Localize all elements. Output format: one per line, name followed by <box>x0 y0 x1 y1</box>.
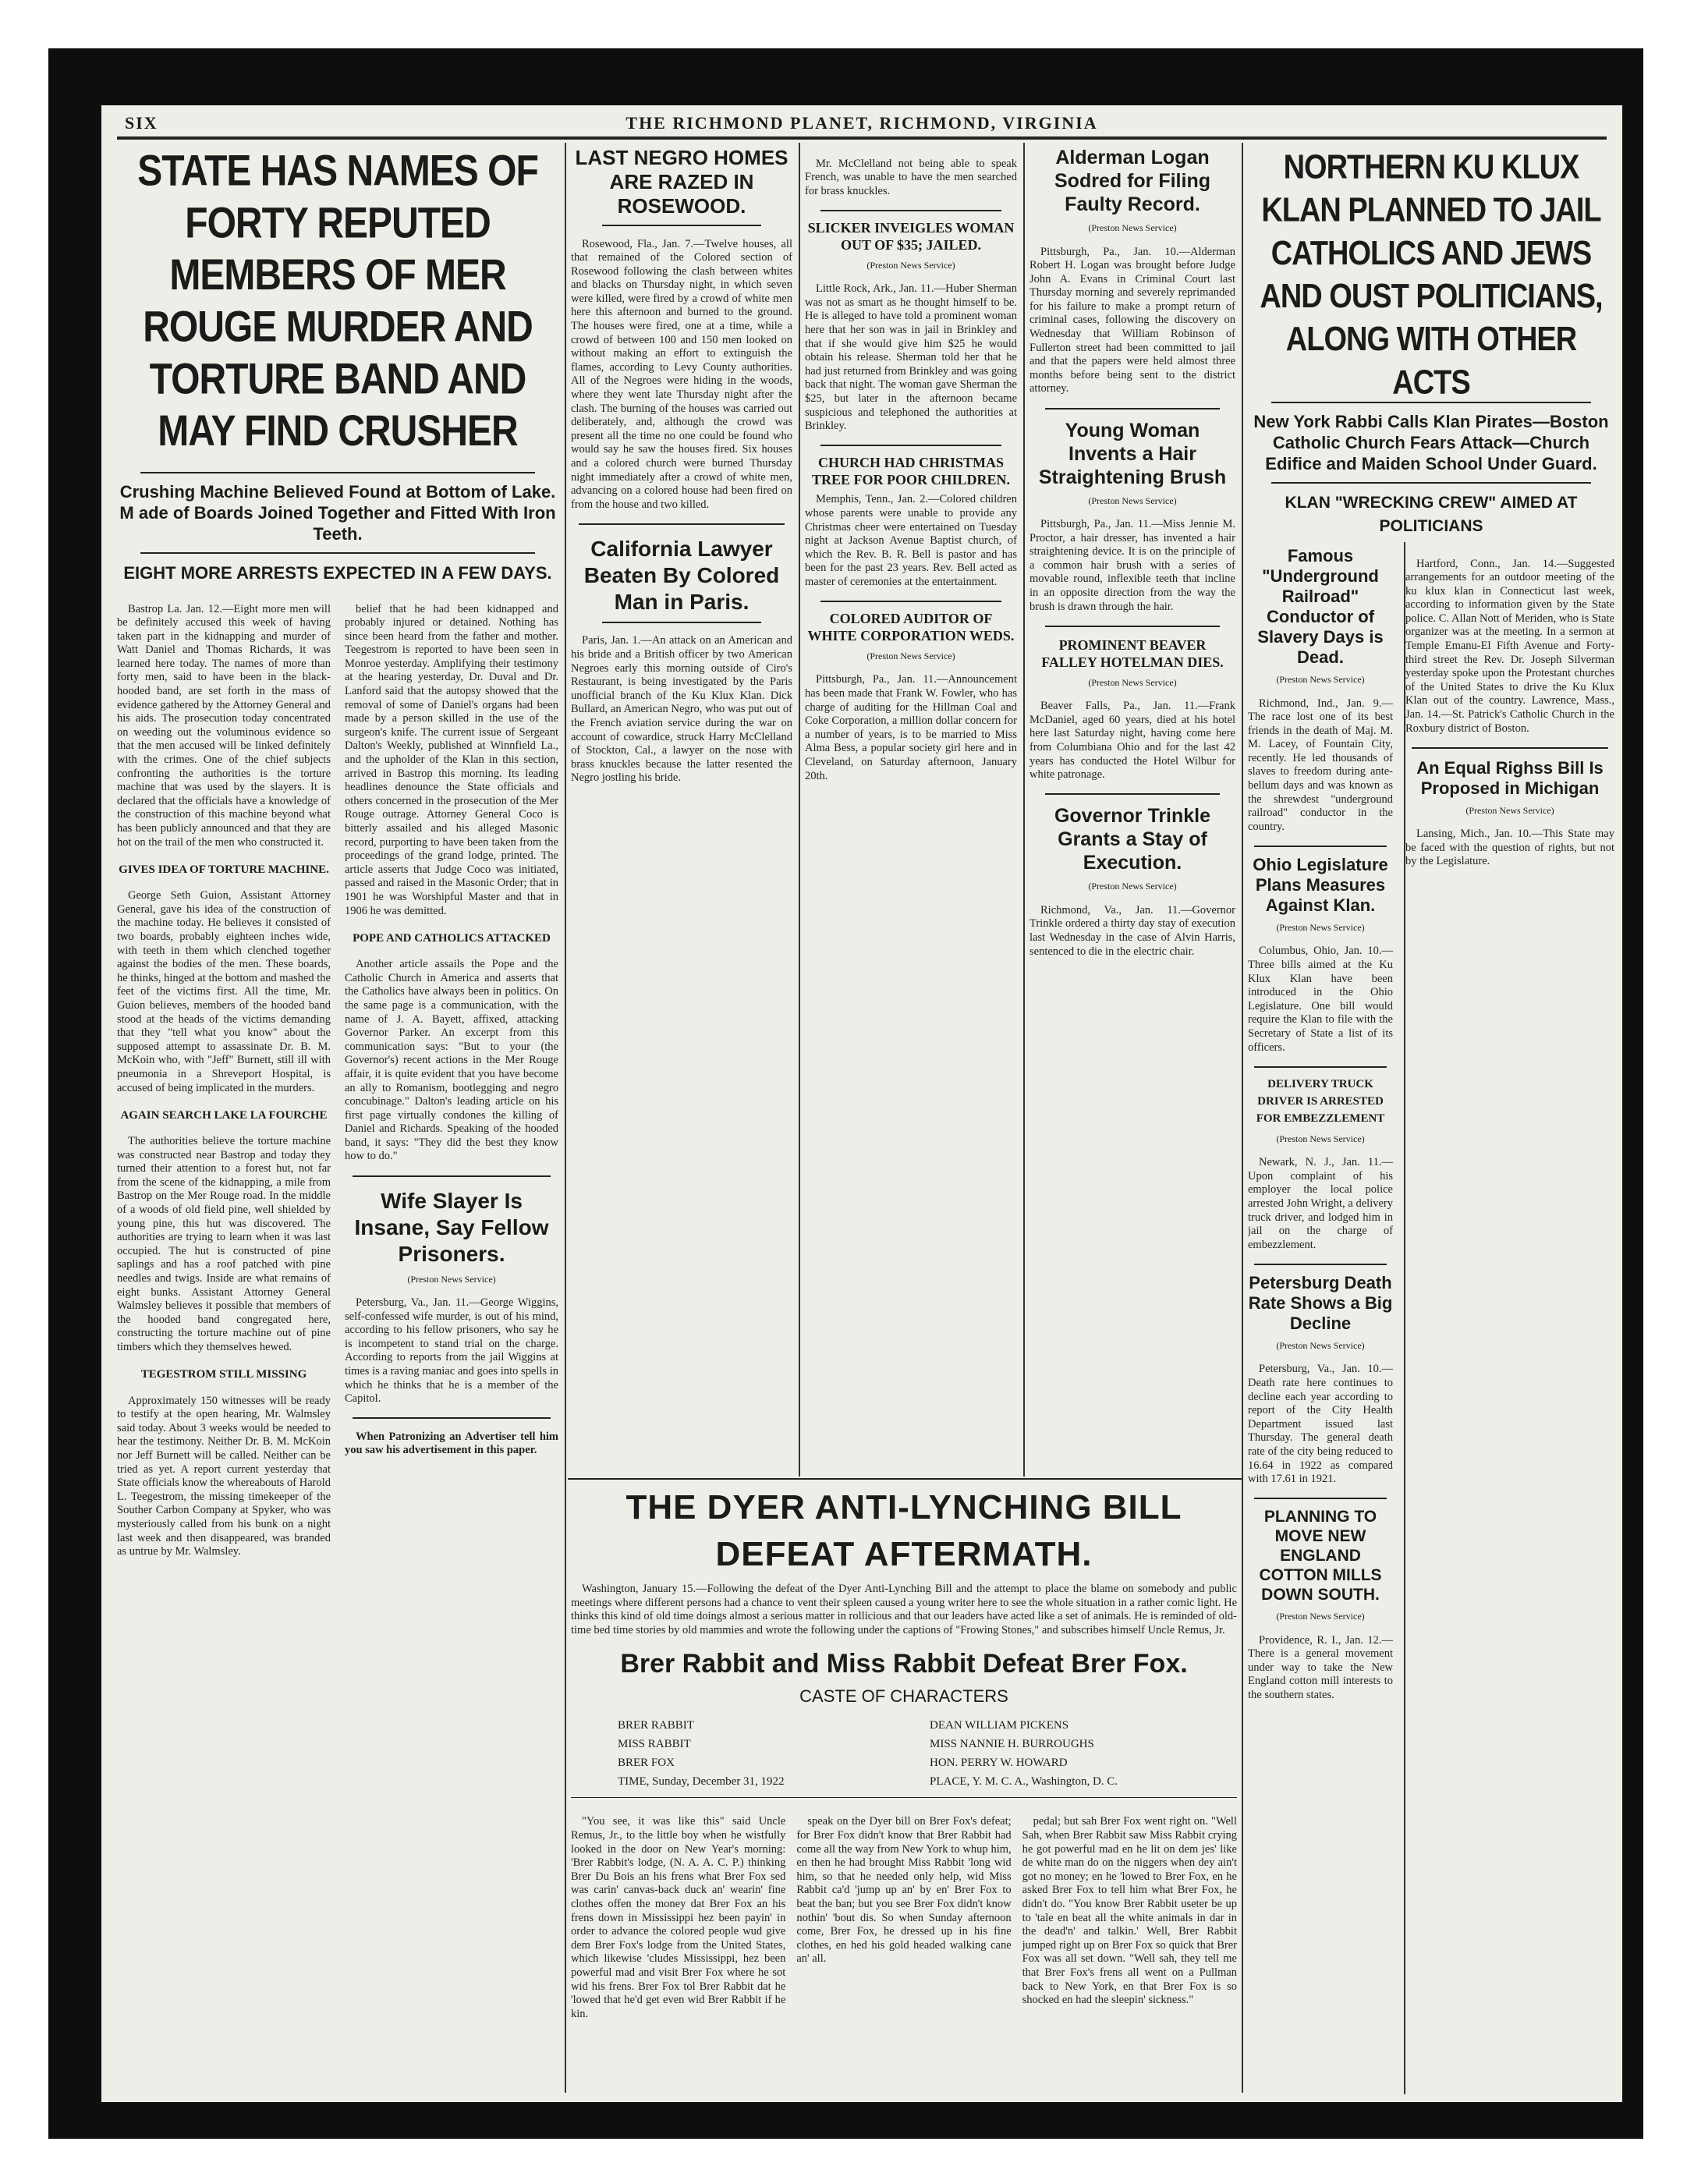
newspaper-name: THE RICHMOND PLANET, RICHMOND, VIRGINIA <box>626 113 1098 133</box>
story-rule <box>1045 408 1220 410</box>
cast-row: BRER FOX HON. PERRY W. HOWARD <box>618 1756 1068 1769</box>
klan-deck: New York Rabbi Calls Klan Pirates—Boston Catholic Church Fears Attack—Church Edifice and Maiden School Under Guard. <box>1253 412 1609 473</box>
michigan-body: Lansing, Mich., Jan. 10.—This State may be faced with the question of rights, but not by the Legislature. <box>1405 828 1614 868</box>
lead-body-2: George Seth Guion, Assistant Attorney General, gave his idea of the construction of the machine today. He believes it consisted of two boards, probably eighteen inches wide, with teeth in them which clenched together against the bodies of the men. These boards, he thinks, hinged at the bottom and mashed the feet of the victims first. All the time, Mr. Guion believes, members of the hooded band stood at the heads of the victims demanding that they "tell what you know" about the supposed attempt to assassinate Dr. B. M. McKoin who, with "Jeff" Burnett, still ill with pneumonia in a Shreveport Hospital, is accused of being implicated in the murders. <box>117 889 331 1094</box>
story-column-2: speak on the Dyer bill on Brer Fox's defeat; for Brer Fox didn't know that Brer Rabbit had come all the way from New York to whup him, en then he had brought Miss Rabbit 'long wid him, so that he needed only help, wid Miss Rabbit ca'd 'jump up an' by en' Brer Fox to beat the ban; but you see Brer Fox didn't know nothin' 'bout dis. So when Sunday afternoon come, Brer Fox, he dressed up in his fine clothes, en hed his gold headed walking cane an' all. <box>796 1815 1012 1966</box>
dyer-section <box>571 1484 1237 2093</box>
cotton-headline: PLANNING TO MOVE NEW ENGLAND COTTON MILLS DOWN SOUTH. <box>1259 1508 1382 1604</box>
byline: (Preston News Service) <box>1276 1611 1365 1622</box>
byline: (Preston News Service) <box>1276 1133 1365 1144</box>
brer-rabbit-title: Brer Rabbit and Miss Rabbit Defeat Brer Fox. <box>620 1648 1188 1679</box>
auditor-headline: COLORED AUDITOR OF WHITE CORPORATION WEDS. <box>807 610 1015 644</box>
lead-body-4: Approximately 150 witnesses will be ready to testify at the open hearing, Mr. Walmsley said today. About 3 weeks would be needed to hear the testimony. Neither Dr. B. M. McKoin nor Jeff Burnett will be called. Neither can be tried as yet. A report current yesterday that State officials know the whereabouts of Harold L. Teegestrom, the missing timekeeper of the Souther Carbon Company at Spyker, who was mysteriously called from his bunk on a night last week and then disappeared, was branded as untrue by Mr. Walmsley. <box>117 1394 331 1558</box>
story-rule <box>1412 747 1608 749</box>
story-rule <box>1045 793 1220 795</box>
cast-list <box>618 1716 1190 1791</box>
lead-subhead-4: TEGESTROM STILL MISSING <box>140 1368 307 1381</box>
rosewood-column <box>571 146 792 1472</box>
pope-subhead: POPE AND CATHOLICS ATTACKED <box>353 931 551 945</box>
paris-headline: California Lawyer Beaten By Colored Man in Paris. <box>583 536 780 614</box>
paris-body: Paris, Jan. 1.—An attack on an American and his bride and a British officer by two American Negroes early this morning outside of Ciro's Restaurant, is being investigated by the Paris unofficial branch of the Ku Klux Klan. Dick Bullard, an American Negro, who was put out of the French aviation service during the war on account of cowardice, struck Harry McClelland of Stockton, Cal., a lawyer on the nose with brass knuckles because the latter resented the Negro jostling his bride. <box>571 634 792 785</box>
byline: (Preston News Service) <box>1088 676 1177 688</box>
lead-subhead-3: AGAIN SEARCH LAKE LA FOURCHE <box>120 1108 328 1122</box>
cast-rule <box>571 1797 1237 1798</box>
paris-cont: Mr. McClelland not being able to speak French, was unable to have the men searched for brass knuckles. <box>805 157 1017 197</box>
cast-heading: CASTE OF CHARACTERS <box>799 1686 1008 1706</box>
column-rule <box>1023 143 1025 1477</box>
klan-headline: NORTHERN KU KLUX KLAN PLANNED TO JAIL CATHOLICS AND JEWS AND OUST POLITICIANS, ALONG WITH OTHER ACTS <box>1260 148 1603 402</box>
story-rule <box>820 445 1001 446</box>
masthead <box>125 113 1599 136</box>
logan-headline: Alderman Logan Sodred for Filing Faulty Record. <box>1054 147 1210 215</box>
byline: (Preston News Service) <box>1276 921 1365 933</box>
lead-body-cont: belief that he had been kidnapped and probably injured or detained. Nothing has since been heard from the father and mother. Teegestrom is reported to have been seen in Monroe yesterday. Amplifying their testimony at the hearing yesterday, Dr. Duval and Dr. Lanford said that the autopsy showed that the removal of some of Daniel's organs had been made by a person skilled in the use of the surgeon's knife. The current issue of Sergeant Dalton's Weekly, published at Winnfield La., and the upholder of the Klan in this section, arrived in Bastrop this morning. Its leading headlines denounce the State officials and others concerned in the prosecution of the Mer Rouge outrage. Attorney General Coco is bitterly assailed and his alleged Masonic record, purporting to have been taken from the proceedings of the grand lodge, printed. The article asserts that Judge Coco was initiated, passed and raised in the Masonic Order; that in 1901 he was Worshipful Master and that in 1906 he was demitted. <box>345 602 558 917</box>
cast-row: TIME, Sunday, December 31, 1922 PLACE, Y. M. C. A., Washington, D. C. <box>618 1774 1118 1788</box>
klan-section <box>1248 146 1614 2096</box>
ohio-headline: Ohio Legislature Plans Measures Against Klan. <box>1253 854 1388 915</box>
hotelman-headline: PROMINENT BEAVER FALLEY HOTELMAN DIES. <box>1041 636 1224 670</box>
dyer-banner: THE DYER ANTI-LYNCHING BILL DEFEAT AFTERMATH. <box>626 1488 1182 1573</box>
hair-brush-headline: Young Woman Invents a Hair Straightening Brush <box>1038 419 1227 488</box>
petersburg-body: Petersburg, Va., Jan. 10.—Death rate here continues to decline each year according to report of the City Health Department issued last Thursday. The general death rate of the city being reduced to 16.64 in 1922 as compared with 17.61 in 1921. <box>1248 1363 1393 1486</box>
byline: (Preston News Service) <box>1088 881 1177 892</box>
story-rule <box>353 1417 551 1419</box>
story-rule <box>602 225 761 226</box>
lead-deck: Crushing Machine Believed Found at Bottom of Lake. M ade of Boards Joined Together and Fitted With Iron Teeth. <box>119 482 556 544</box>
story-rule <box>1254 1264 1387 1265</box>
advertiser-note: When Patronizing an Advertiser tell him you saw his advertisement in this paper. <box>345 1430 558 1457</box>
story-column-3: pedal; but sah Brer Fox went right on. "Well Sah, when Brer Rabbit saw Miss Rabbit crying he got powerful mad en he lit on dem jes' like de white man do on the niggers when dey ain't got no money; en he 'lowed to Brer Fox, en he asked Brer Fox to tell him what Brer Fox, he didn't do. "You know Brer Rabbit useter be up to 'tale en beat all the white animals in dar in the dead'n' and talkin.' Well, Brer Rabbit jumped right up on Brer Fox so quick that Brer Fox was all set down. "Well sah, they tell me that Brer Fox's frens all went on a Pullman back to New York, en that Brer Fox is so shocked en had the sleepin' sickness." <box>1022 1815 1237 2007</box>
auditor-body: Pittsburgh, Pa., Jan. 11.—Announcement has been made that Frank W. Fowler, who has charge of auditing for the Hillman Coal and Coke Corporation, a million dollar concern for a number of years, is to be married to Miss Alma Bess, a popular society girl here and in Cleveland, on Saturday afternoon, January 20th. <box>805 673 1017 782</box>
petersburg-headline: Petersburg Death Rate Shows a Big Decline <box>1248 1272 1393 1333</box>
story-rule <box>1045 626 1220 627</box>
story-rule <box>353 1175 551 1177</box>
newspaper-page <box>101 105 1622 2102</box>
masthead-rule <box>117 136 1607 140</box>
underground-headline: Famous "Underground Railroad" Conductor of Slavery Days is Dead. <box>1257 546 1384 667</box>
headline-rule <box>140 472 535 473</box>
story-rule <box>820 601 1001 602</box>
story-rule <box>1254 846 1387 847</box>
byline: (Preston News Service) <box>866 259 955 271</box>
wife-slayer-body: Petersburg, Va., Jan. 11.—George Wiggins, self-confessed wife murder, is out of his mind, according to his fellow prisoners, who say he is incompetent to stand trial on the charge. According to reports from the jail Wiggins at times is a raving maniac and goes into spells in which he thinks that he is a member of the Capitol. <box>345 1296 558 1406</box>
column-rule <box>565 143 566 2093</box>
christmas-headline: CHURCH HAD CHRISTMAS TREE FOR POOR CHILDREN. <box>811 455 1011 488</box>
trinkle-headline: Governor Trinkle Grants a Stay of Execution. <box>1054 805 1211 874</box>
lead-body-1: Bastrop La. Jan. 12.—Eight more men will be definitely accused this week of having taken part in the kidnapping and murder of Watt Daniel and Thomas Richards, it was learned here today. The names of more than forty men, said to have been in the black-hooded band, are set forth in the mass of evidence gathered by the Attorney General and his aids. The prosecution today concentrated on weeding out the voluminous evidence so that the men accused will be linked definitely with the crimes. One of the chief subjects confronting the authorities is the torture machine that was used by the slayers. It is declared that the officials have a knowledge of the construction of this machine beyond what has been publicly announced and that they are hot on the trail of the men who constructed it. <box>117 602 331 849</box>
underground-body: Richmond, Ind., Jan. 9.—The race lost one of its best friends in the death of Maj. M. M. Lacey, of Fountain City, recently. He led thousands of slaves to freedom during ante-bellum days and was known as the shrewdest "underground railroad" conductor in the country. <box>1248 697 1393 833</box>
hair-brush-body: Pittsburgh, Pa., Jan. 11.—Miss Jennie M. Proctor, a hair dresser, has invented a hair straightening device. It is on the principle of a common hair brush with a series of movable round, inflexible teeth that incline in an opposite direction from the way the brush is drawn through the hair. <box>1030 518 1235 613</box>
klan-body: Hartford, Conn., Jan. 14.—Suggested arrangements for an outdoor meeting of the ku klux klan in Connecticut last week, according to information given by the State police. C. Allan Nott of Meriden, who is State organizer was at the meeting. In a sermon at Temple Emanu-El Fifth Avenue and Forty-third street the Rev. Dr. Joseph Silverman yesterday spoke upon the Protestant churches of the United States to drive the Ku Klux Klan out of the country. Lawrence, Mass., Jan. 14.—St. Patrick's Catholic Church in the Roxbury district of Boston. <box>1405 557 1614 735</box>
byline: (Preston News Service) <box>866 650 955 661</box>
pope-body: Another article assails the Pope and the Catholic Church in America and asserts that the Catholics have always been in politics. On the same page is a communication, with the name of J. A. Bayett, affixed, attacking Governor Parker. An excerpt from this communication says: "But to your (the Governor's) recent actions in the Mer Rouge affair, it is quite evident that you have become an ally to Romanism, bootlegging and negro concubinage." Dalton's leading article on his first page virtually condones the killing of Daniel and Richards. Speaking of the hooded band, it says: "They did the best they know how to do." <box>345 958 558 1163</box>
cast-row: BRER RABBIT DEAN WILLIAM PICKENS <box>618 1718 1069 1732</box>
ohio-body: Columbus, Ohio, Jan. 10.—Three bills aimed at the Ku Klux Klan have been introduced in the Ohio Legislature. One bill would require the Klan to file with the Secretary of State a list of its officers. <box>1248 945 1393 1054</box>
lead-subhead: EIGHT MORE ARRESTS EXPECTED IN A FEW DAYS. <box>123 563 552 583</box>
section-rule <box>568 1478 1242 1480</box>
column-5 <box>1030 146 1235 1472</box>
story-rule <box>820 210 1001 211</box>
michigan-headline: An Equal Righss Bill Is Proposed in Michigan <box>1416 757 1604 798</box>
dyer-intro: Washington, January 15.—Following the defeat of the Dyer Anti-Lynching Bill and the attempt to place the blame on somebody and public meetings where different persons had a chance to vent their spleen caused a young writer here to see the whole situation in a rather comic light. He thinks this kind of old time doings almost a serious matter in rollicious and that our leaders have acted like a set of animals. He is reminded of old-time bed time stories by old mammies and wrote the following under the captions of "Frowing Stones," and subscribes himself Uncle Remus, Jr. <box>571 1583 1237 1636</box>
rosewood-body: Rosewood, Fla., Jan. 7.—Twelve houses, all that remained of the Colored section of Rosewood following the clash between whites and blacks on Thursday night, in which seven were killed, were fired by a crowd of white men here this afternoon and burned to the ground. The houses were fired, one at a time, while a crowd of between 100 and 150 men looked on without making an effort to extinguish the flames, according to Levy County authorities. All of the Negroes were hiding in the woods, where they went late Thursday night after the clash. The burning of the houses was carried out deliberately, and, although the crowd was present all the time no one could be found who would say he saw the houses fired. Six houses and a colored church were burned Thursday night immediately after a crowd of white men, advancing on a colored house had been fired on from the house and two killed. <box>571 237 792 511</box>
column-rule <box>799 143 800 1477</box>
rosewood-headline: LAST NEGRO HOMES ARE RAZED IN ROSEWOOD. <box>575 146 789 218</box>
story-rule <box>602 622 761 623</box>
column-4 <box>805 146 1017 1472</box>
trinkle-body: Richmond, Va., Jan. 11.—Governor Trinkle ordered a thirty day stay of execution last Wednesday in the case of Alvin Harris, sentenced to die in the electric chair. <box>1030 903 1235 958</box>
byline: (Preston News Service) <box>1276 674 1365 685</box>
truck-headline: DELIVERY TRUCK DRIVER IS ARRESTED FOR EMBEZZLEMENT <box>1256 1077 1385 1125</box>
hotelman-body: Beaver Falls, Pa., Jan. 11.—Frank McDaniel, aged 60 years, died at his hotel here last Saturday night, having come here from Columbiana Ohio and for the last 42 years has conducted the Hotel Wilbur for white patronage. <box>1030 700 1235 782</box>
cast-row: MISS RABBIT MISS NANNIE H. BURROUGHS <box>618 1737 1094 1750</box>
lead-body-3: The authorities believe the torture machine was constructed near Bastrop and today they turned their attention to a forest hut, not far from the scene of the kidnapping, a mile from Bastrop on the Mer Rouge road. In the middle of a woods of old field pine, well shielded by young pine, this hut was discovered. The authorities are trying to learn when it was last occupied. The hut is constructed of pine saplings and has a roof patched with pine needles and twigs. Inside are what remains of eight bunks. Assistant Attorney General Walmsley believes it possible that members of the hooded band congregated here, constructing the torture machine out of pine timbers which they themselves hewed. <box>117 1135 331 1353</box>
column-rule <box>1242 143 1243 2093</box>
page-number: SIX <box>125 113 158 133</box>
story-rule <box>1254 1066 1387 1068</box>
byline: (Preston News Service) <box>1088 222 1177 233</box>
deck-rule <box>1271 482 1591 484</box>
story-rule <box>1254 1498 1387 1499</box>
byline: (Preston News Service) <box>1088 495 1177 506</box>
klan-subhead: KLAN "WRECKING CREW" AIMED AT POLITICIANS <box>1285 494 1578 535</box>
story-rule <box>579 523 785 525</box>
byline: (Preston News Service) <box>407 1273 496 1285</box>
christmas-body: Memphis, Tenn., Jan. 2.—Colored children whose parents were unable to provide any Christmas cheer were entertained on Tuesday night at Jackson Avenue Baptist church, of which the Rev. B. R. Bell is pastor and has been for the past 23 years. Rev. Bell acted as master of ceremonies at the entertainment. <box>805 493 1017 588</box>
deck-rule <box>140 552 535 554</box>
logan-body: Pittsburgh, Pa., Jan. 10.—Alderman Robert H. Logan was brought before Judge John A. Evans in Criminal Court last Thursday morning and severely reprimanded for his failure to make a prompt return of criminal cases, following the discovery on Wednesday that William Robinson of Fullerton street had been committed to jail and that the papers were held almost three months before being sent to the district attorney. <box>1030 245 1235 395</box>
cotton-body: Providence, R. I., Jan. 12.—There is a general movement under way to take the New England cotton mill interests to the southern states. <box>1248 1633 1393 1702</box>
story-column-1: "You see, it was like this" said Uncle Remus, Jr., to the little boy when he wistfully looked in the door on New Year's morning: 'Brer Rabbit's lodge, (N. A. A. C. P.) thinking Brer Du Bois an his frens what Brer Fox sed was carin' canvas-back duck an' wearin' fine clothes offen the money dat Brer Fox an his frens down in Mississippi hez been payin' in order to advance the colored people wud give dem Brer Fox's lodge from the United States, which likewise 'cludes Mississippi, hez been powerful mad and visit Brer Fox where he sot wid his frens. Brer Fox tol Brer Rabbit dat he 'lowed that he'd get even wid Brer Rabbit if he kin. <box>571 1815 786 2020</box>
lead-subhead-2: GIVES IDEA OF TORTURE MACHINE. <box>119 863 329 876</box>
slicker-headline: SLICKER INVEIGLES WOMAN OUT OF $35; JAILED. <box>807 219 1015 253</box>
byline: (Preston News Service) <box>1465 804 1554 816</box>
slicker-body: Little Rock, Ark., Jan. 11.—Huber Sherman was not as smart as he thought himself to be. He is alleged to have told a prominent woman here that her son was in jail in Brinkley and that if she would give him $25 he would obtain his release. Sherman told her that he had just returned from Brinkley and was going back that night. The woman gave Sherman the $25, but later in the afternoon became suspicious and telephoned the authorities at Brinkley. <box>805 282 1017 433</box>
lead-headline: STATE HAS NAMES OF FORTY REPUTED MEMBERS OF MER ROUGE MURDER AND TORTURE BAND AND MAY FIND CRUSHER <box>137 147 538 456</box>
byline: (Preston News Service) <box>1276 1339 1365 1351</box>
wife-slayer-headline: Wife Slayer Is Insane, Say Fellow Prisoners. <box>354 1188 549 1266</box>
lead-story <box>117 146 558 2088</box>
truck-body: Newark, N. J., Jan. 11.—Upon complaint of his employer the local police arrested John Wright, a delivery truck driver, and lodged him in jail on the charge of embezzlement. <box>1248 1156 1393 1251</box>
